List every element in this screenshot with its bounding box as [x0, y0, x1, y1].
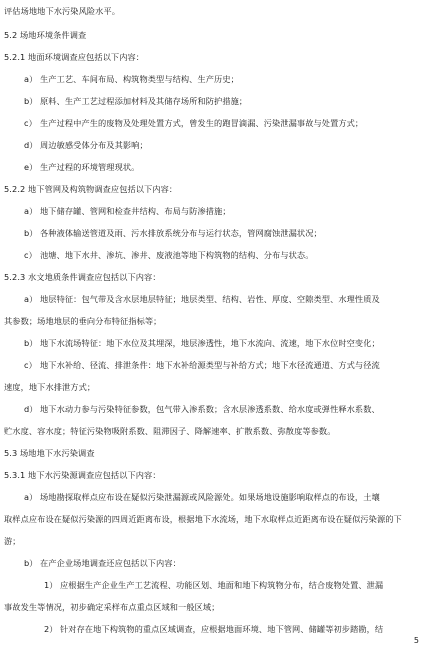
- line-text: 5.3.1 地下水污染源调查应包括以下内容：: [4, 470, 161, 480]
- text-line: [24, 206, 231, 217]
- line-text: 在产企业场地调查还应包括以下内容：: [40, 558, 181, 568]
- list-marker: c）: [24, 118, 37, 128]
- list-marker: d）: [24, 404, 38, 414]
- list-marker: c）: [24, 360, 37, 370]
- text-line: [4, 272, 161, 283]
- list-marker: c）: [24, 250, 37, 260]
- text-line: [4, 602, 219, 613]
- text-line: [4, 426, 336, 437]
- text-line: [4, 448, 95, 459]
- line-text: 评估场地地下水污染风险水平。: [4, 6, 121, 16]
- text-line: [4, 536, 21, 547]
- list-marker: a）: [24, 294, 38, 304]
- text-line: [24, 558, 181, 569]
- text-line: [4, 316, 161, 327]
- list-marker: 2）: [44, 624, 58, 634]
- line-text: 针对存在地下构筑物的重点区域调查，应根据地面环境、地下管网、储罐等初步踏勘，结: [60, 624, 384, 634]
- text-line: [4, 52, 144, 63]
- list-marker: a）: [24, 74, 38, 84]
- line-text: 地下水补给、径流、排泄条件：地下水补给源类型与补给方式；地下水径流通道、方式与径流: [40, 360, 380, 370]
- text-line: [24, 118, 363, 129]
- text-line: [4, 30, 86, 41]
- text-line: [4, 184, 177, 195]
- text-line: [4, 514, 402, 525]
- text-line: [24, 294, 380, 305]
- line-text: 贮水度、容水度；特征污染物吸附系数、阻滞因子、降解速率、扩散系数、弥散度等参数。: [4, 426, 336, 436]
- list-marker: b）: [24, 558, 38, 568]
- text-line: [44, 580, 383, 591]
- line-text: 5.2 场地环境条件调查: [4, 30, 87, 40]
- text-line: [24, 360, 380, 371]
- line-text: 5.2.3 水文地质条件调查应包括以下内容：: [4, 272, 161, 282]
- line-text: 应根据生产企业生产工艺流程、功能区划、地面和地下构筑物分布，结合废物处置、泄漏: [60, 580, 384, 590]
- text-line: [4, 382, 95, 393]
- line-text: 游；: [4, 536, 21, 546]
- line-text: 取样点应布设在疑似污染源的四周近距离布设，根据地下水流场，地下水取样点近距离布设在疑似污染源的下: [4, 514, 402, 524]
- line-text: 地下水动力参与污染特征参数，包气带入渗系数；含水层渗透系数、给水度或弹性释水系数、: [40, 404, 380, 414]
- line-text: 生产工艺、车间布局、构筑物类型与结构、生产历史；: [40, 74, 239, 84]
- list-marker: e）: [24, 162, 38, 172]
- text-line: [24, 74, 239, 85]
- text-line: [24, 228, 322, 239]
- line-text: 原料、生产工艺过程添加材料及其储存场所和防护措施；: [40, 96, 248, 106]
- line-text: 其参数；场地地层的垂向分布特征指标等；: [4, 316, 162, 326]
- text-line: [24, 492, 380, 503]
- text-line: [24, 162, 139, 173]
- line-text: 生产过程的环境管理现状。: [40, 162, 140, 172]
- line-text: 地下水流场特征：地下水位及其埋深，地层渗透性，地下水流向、流速，地下水位时空变化；: [40, 338, 380, 348]
- line-text: 速度，地下水排泄方式；: [4, 382, 96, 392]
- text-line: [24, 338, 380, 349]
- text-line: [24, 140, 148, 151]
- line-text: 池塘、地下水井、渗坑、渗井、废液池等地下构筑物的结构、分布与状态。: [40, 250, 314, 260]
- line-text: 各种液体输送管道及雨、污水排放系统分布与运行状态，管网腐蚀泄漏状况；: [40, 228, 322, 238]
- line-text: 地层特征：包气带及含水层地层特征；地层类型、结构、岩性、厚度、空隙类型、水理性质及: [40, 294, 380, 304]
- text-line: [24, 96, 247, 107]
- line-text: 事故发生等情况，初步确定采样布点重点区域和一般区域；: [4, 602, 220, 612]
- list-marker: b）: [24, 96, 38, 106]
- list-marker: b）: [24, 338, 38, 348]
- line-text: 周边敏感受体分布及其影响；: [40, 140, 148, 150]
- text-line: [4, 470, 161, 481]
- page-number: 5: [413, 636, 419, 645]
- text-line: [4, 6, 120, 17]
- text-line: [24, 404, 380, 415]
- text-line: [24, 250, 314, 261]
- list-marker: a）: [24, 206, 38, 216]
- list-marker: b）: [24, 228, 38, 238]
- list-marker: 1）: [44, 580, 58, 590]
- line-text: 地下储存罐、管网和检查井结构、布局与防渗措施；: [40, 206, 231, 216]
- line-text: 场地勘探取样点应布设在疑似污染泄漏源或风险源处。如果场地设施影响取样点的布设，土壤: [40, 492, 380, 502]
- list-marker: d）: [24, 140, 38, 150]
- list-marker: a）: [24, 492, 38, 502]
- line-text: 5.2.1 地面环境调查应包括以下内容：: [4, 52, 145, 62]
- text-line: [44, 624, 383, 635]
- line-text: 5.3 场地地下水污染调查: [4, 448, 95, 458]
- line-text: 生产过程中产生的废物及处理处置方式，曾发生的跑冒滴漏、污染泄漏事故与处置方式；: [40, 118, 364, 128]
- line-text: 5.2.2 地下管网及构筑物调查应包括以下内容：: [4, 184, 178, 194]
